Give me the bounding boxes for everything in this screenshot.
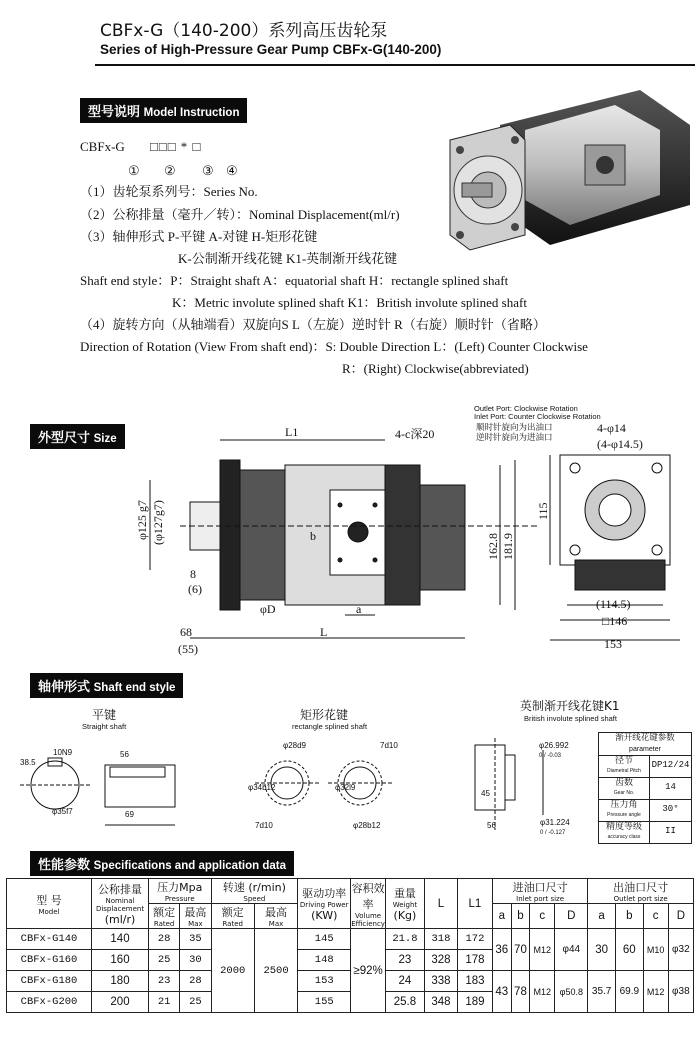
straight-d35: φ35f7 [52,807,73,816]
model-line-4: K-公制渐开线花键 K1-英制渐开线花键 [178,251,398,266]
speed-rated: 2000 [211,929,254,1013]
size-section-heading [30,424,125,449]
size-heading-cn: 外型尺寸 [38,430,91,445]
spec-section-heading [30,851,294,876]
hdr-port-c-out: c [643,904,668,929]
dim-e8: 8 [190,567,196,581]
straight-shaft-cn: 平键 [92,708,117,722]
hdr-speed-rated: 额定 Rated [211,904,254,929]
table-row: CBFx-G200 200 21 25 155 25.8 348 189 [7,992,694,1013]
title-divider [95,64,695,66]
hdr-max: 最高 Max [180,904,211,929]
straight-shaft-en: Straight shaft [82,722,127,731]
model-line-1: （1）齿轮泵系列号：Series No. [80,184,258,199]
page-title-cn: CBFx-G（140-200）系列高压齿轮泵 [100,21,388,41]
hdr-port-b-in: b [511,904,530,929]
port-cn-1: 顺时针旋向为出油口 [476,423,553,433]
hdr-pressure: 压力Mpa Pressure [149,879,212,904]
rect-7d10-a: 7d10 [380,741,398,750]
hdr-L1: L1 [457,879,492,929]
dim-w153: 153 [604,637,622,651]
rect-d34b12: φ34b12 [248,783,276,792]
hdr-weight: 重量 Weight (Kg) [385,879,424,929]
straight-d385: 38.5 [20,758,36,767]
spline-param-table [598,732,692,844]
spec-heading-en: Specifications and application data [93,860,286,872]
model-section-heading [80,98,247,123]
efficiency: ≥92% [351,929,386,1013]
british-shaft-cn: 英制渐开线花键K1 [520,699,620,713]
dim-h181: 181.9 [501,533,515,560]
hdr-speed-max: 最高 Max [254,904,297,929]
rect-shaft-en: rectangle splined shaft [292,722,368,731]
british-d56: 56 [487,821,496,830]
dim-e6: (6) [188,582,202,596]
hdr-port-a-out: a [588,904,616,929]
british-shaft-en: British involute splined shaft [524,714,617,723]
dim-d145: (4-φ14.5) [597,437,643,451]
page-title-en: Series of High-Pressure Gear Pump CBFx-G(140-200) [100,42,442,57]
dim-h115: 115 [536,502,550,520]
port-cn-2: 逆时针旋向为进油口 [476,433,553,443]
dim-w1145: (114.5) [596,597,631,611]
model-line-6: K：Metric involute splined shaft K1：British involute splined shaft [172,295,527,310]
model-line-8: Direction of Rotation (View From shaft end)：S: Double Direction L：(Left) Counter Clockwise [80,339,588,354]
inlet-port-note: Inlet Port: Counter Clockwise Rotation [474,412,601,421]
index-3: ③ [202,163,214,178]
hdr-rated: 额定 Rated [149,904,180,929]
straight-len69: 69 [125,810,134,819]
model-line-9: R：(Right) Clockwise(abbreviated) [342,361,529,376]
dim-a: a [356,602,362,616]
spec-heading-cn: 性能参数 [38,857,91,872]
pump-photo [440,85,695,260]
speed-max: 2500 [254,929,297,1013]
british-d45: 45 [481,789,490,798]
index-4: ④ [226,163,238,178]
hdr-port-D-out: D [668,904,693,929]
size-drawing [120,420,700,660]
index-1: ① [128,163,140,178]
straight-key: 10N9 [53,748,73,757]
dim-h162: 162.8 [486,533,500,560]
dim-d127: (φ127g7) [151,500,165,545]
dim-L: L [320,625,328,639]
dim-d125: φ125 g7 [135,500,149,540]
hdr-speed: 转速 (r/min) Speed [211,879,298,904]
shaft-section-heading [30,673,183,698]
hdr-port-c-in: c [530,904,555,929]
hdr-outlet: 出油口尺寸 Outlet port size [588,879,694,904]
model-code: CBFx-G [80,139,125,154]
dim-c-depth: 4-c深20 [395,427,435,441]
rect-d28d9: φ28d9 [283,741,306,750]
shaft-heading-en: Shaft end style [93,682,176,694]
dim-D: φD [260,602,276,616]
spec-table [6,878,694,1013]
dim-d14: 4-φ14 [597,421,626,435]
table-row: CBFx-G180 180 23 28 153 24 338 183 43 78 M12 φ50.8 35.7 69.9 M12 φ38 [7,971,694,992]
shaft-heading-cn: 轴伸形式 [38,679,91,694]
british-d26-tol: 0 / -0.03 [539,753,562,759]
rect-7d10-b: 7d10 [255,821,273,830]
index-2: ② [164,163,176,178]
hdr-eff: 容积效率 Volume Efficiency [351,879,386,929]
british-d31: φ31.224 [540,818,570,827]
outlet-port-note: Outlet Port: Clockwise Rotation [474,404,578,413]
rect-d32: φ32l9 [335,783,356,792]
model-line-3: （3）轴伸形式 P-平键 A-对键 H-矩形花键 [80,229,318,244]
model-code-boxes: □□□ * □ [150,139,202,154]
british-d31-tol: 0 / -0.127 [540,830,566,836]
shaft-drawings [15,730,695,850]
param-row: 径节 Diametral Pitch DP12/24 [599,756,691,777]
rect-shaft-cn: 矩形花键 [300,708,349,722]
param-row: 精度等级 accuracy class II [599,821,691,843]
hdr-power: 驱动功率 Driving Power (KW) [298,879,351,929]
straight-len56: 56 [120,750,129,759]
model-line-2: （2）公称排量（毫升／转）：Nominal Displacement(ml/r) [80,207,400,222]
table-row: CBFx-G160 160 25 30 148 23 328 178 [7,950,694,971]
table-row: CBFx-G140 140 28 35 2000 2500 145 ≥92% 21.8 318 172 36 70 M12 φ44 30 60 M10 φ32 [7,929,694,950]
param-row: 齿数 Gear No. 14 [599,777,691,799]
param-title: 渐开线花键参数 parameter [599,733,691,756]
hdr-port-D-in: D [555,904,588,929]
hdr-inlet: 进油口尺寸 Inlet port size [492,879,587,904]
size-heading-en: Size [93,433,117,445]
british-d26: φ26.992 [539,741,569,750]
hdr-port-a-in: a [492,904,511,929]
dim-L1: L1 [285,425,299,439]
hdr-model: 型 号 Model [7,879,92,929]
param-row: 压力角 Pressure angle 30° [599,799,691,821]
dim-e55: (55) [178,642,198,656]
model-heading-en: Model Instruction [143,107,240,119]
hdr-port-b-out: b [615,904,643,929]
dim-w146: □146 [602,614,628,628]
model-heading-cn: 型号说明 [88,104,141,119]
hdr-disp: 公称排量 Nominal Displacement (ml/r) [92,879,149,929]
rect-d28b12: φ28b12 [353,821,381,830]
dim-b: b [310,529,316,543]
model-line-5: Shaft end style：P：Straight shaft A：equatorial shaft H：rectangle splined shaft [80,273,509,288]
dim-e68: 68 [180,625,192,639]
hdr-L: L [424,879,457,929]
model-line-7: （4）旋转方向（从轴端看）双旋向S L（左旋）逆时针 R（右旋）顺时针（省略） [80,317,546,332]
